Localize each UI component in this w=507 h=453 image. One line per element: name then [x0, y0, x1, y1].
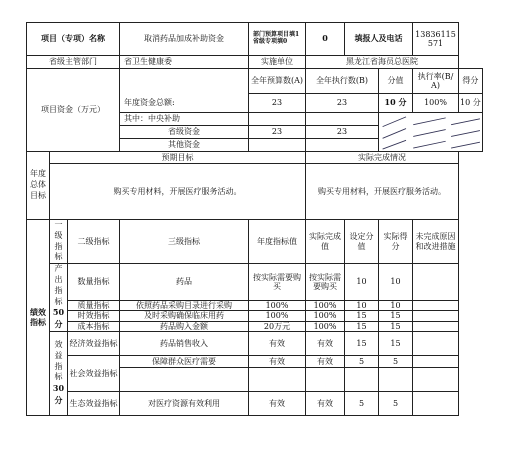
- funds-diagonal-hatch: [379, 113, 483, 152]
- perf-actual: 有效: [306, 355, 345, 367]
- funds-other-exec: [306, 139, 379, 152]
- goals-content-row: [27, 164, 483, 220]
- perf-reason: [413, 300, 459, 310]
- budget-code-value: 0: [306, 23, 345, 56]
- perf-level2: 时效指标: [68, 311, 120, 321]
- funds-exec-rate: 100%: [413, 94, 459, 113]
- funds-central-budget: [249, 113, 306, 126]
- funds-total-exec: 23: [306, 94, 379, 113]
- perf-actual: 按实际需要购买: [306, 264, 345, 301]
- funds-central-exec: [306, 113, 379, 126]
- funds-total-budget: 23: [249, 94, 306, 113]
- perf-annual: 按实际需要购买: [249, 264, 306, 301]
- funds-provincial-label: 省级资金: [120, 126, 249, 139]
- perf-level3: 对医疗资源有效利用: [120, 391, 249, 415]
- output-indicator-label: 产出指标: [54, 264, 63, 306]
- perf-got: 15: [379, 311, 413, 321]
- perf-annual: [249, 367, 306, 391]
- perf-level2: 成本指标: [68, 321, 120, 331]
- col-exec-rate: 执行率(B/A): [413, 69, 459, 94]
- perf-reason: [413, 355, 459, 367]
- perf-annual: 有效: [249, 355, 306, 367]
- perf-row: [27, 355, 483, 367]
- performance-evaluation-form: [26, 22, 483, 416]
- contact-phone: 13836115571: [413, 23, 459, 56]
- output-indicator-group: [50, 264, 68, 332]
- perf-row: [27, 331, 483, 355]
- perf-set: 5: [345, 391, 379, 415]
- perf-got: 10: [379, 264, 413, 301]
- perf-reason: [413, 321, 459, 331]
- perf-got: 5: [379, 391, 413, 415]
- perf-level2: 质量指标: [68, 300, 120, 310]
- goals-expected-text: 购买专用材料，开展医疗服务活动。: [50, 164, 306, 220]
- diagonal-lines-graphic: [379, 113, 482, 151]
- department-row: [27, 56, 483, 69]
- project-name-row: [27, 23, 483, 56]
- perf-reason: [413, 264, 459, 301]
- perf-got: 15: [379, 331, 413, 355]
- perf-annual: 有效: [249, 391, 306, 415]
- project-name-value: 取消药品加成补助资金: [120, 23, 249, 56]
- goals-actual-text: 购买专用材料，开展医疗服务活动。: [306, 164, 459, 220]
- perf-actual: 100%: [306, 321, 345, 331]
- effect-indicator-group: [50, 331, 68, 415]
- perf-set: 10: [345, 264, 379, 301]
- perf-h-level1: 一级指标: [50, 220, 68, 264]
- budget-code-label: 部门预算项目填1 省级专项填0: [249, 23, 306, 56]
- perf-h-level2: 二级指标: [68, 220, 120, 264]
- perf-level3: 药品: [120, 264, 249, 301]
- funds-score-value: 10 分: [379, 94, 413, 113]
- perf-set: 15: [345, 311, 379, 321]
- perf-annual: 100%: [249, 300, 306, 310]
- perf-level2: 社会效益指标: [68, 355, 120, 391]
- col-score-value: 分值: [379, 69, 413, 94]
- perf-actual: 100%: [306, 311, 345, 321]
- effect-indicator-label: 效益指标: [54, 340, 63, 382]
- funds-central-label: 其中：中央补助: [120, 113, 249, 126]
- perf-section-label: 绩效指标: [27, 220, 50, 416]
- perf-got: 15: [379, 321, 413, 331]
- perf-set: 15: [345, 331, 379, 355]
- perf-reason: [413, 331, 459, 355]
- perf-row: [27, 311, 483, 321]
- perf-got: 5: [379, 355, 413, 367]
- goals-actual-header: 实际完成情况: [306, 152, 459, 164]
- funds-other-label: 其他资金: [120, 139, 249, 152]
- perf-level3: 保障群众医疗需要: [120, 355, 249, 367]
- col-annual-exec: 全年执行数(B): [306, 69, 379, 94]
- impl-value: 黑龙江省海员总医院: [306, 56, 459, 69]
- perf-actual: 有效: [306, 331, 345, 355]
- project-name-label: 项目（专项）名称: [27, 23, 120, 56]
- perf-set: 5: [345, 355, 379, 367]
- goals-header-row: [27, 152, 483, 164]
- perf-actual: 100%: [306, 300, 345, 310]
- perf-got: 10: [379, 300, 413, 310]
- contact-label: 填报人及电话: [345, 23, 413, 56]
- perf-reason: [413, 391, 459, 415]
- perf-level3: [120, 367, 249, 391]
- perf-level3: 及时采购确保临床用药: [120, 311, 249, 321]
- funds-section-label: 项目资金（万元）: [27, 69, 120, 152]
- dept-value: 省卫生健康委: [120, 56, 249, 69]
- col-annual-budget: 全年预算数(A): [249, 69, 306, 94]
- evaluation-table: [26, 22, 483, 416]
- perf-level3: 依照药品采购目录进行采购: [120, 300, 249, 310]
- funds-provincial-exec: 23: [306, 126, 379, 139]
- funds-total-label: 年度资金总额:: [120, 94, 249, 113]
- perf-header-row: [27, 220, 483, 264]
- perf-got: [379, 367, 413, 391]
- goals-expected-header: 预期目标: [50, 152, 306, 164]
- perf-actual: 有效: [306, 391, 345, 415]
- effect-indicator-score: 30分: [52, 383, 65, 406]
- perf-h-reason: 未完成原因和改进措施: [413, 220, 459, 264]
- perf-h-actual: 实际完成值: [306, 220, 345, 264]
- impl-label: 实施单位: [249, 56, 306, 69]
- perf-set: 15: [345, 321, 379, 331]
- perf-reason: [413, 311, 459, 321]
- goals-section-label: 年度总体目标: [27, 152, 50, 220]
- perf-row: [27, 391, 483, 415]
- perf-annual: 20万元: [249, 321, 306, 331]
- perf-annual: 有效: [249, 331, 306, 355]
- perf-actual: [306, 367, 345, 391]
- perf-set: 10: [345, 300, 379, 310]
- perf-h-actual-score: 实际得分: [379, 220, 413, 264]
- dept-label: 省级主管部门: [27, 56, 120, 69]
- perf-h-annual: 年度指标值: [249, 220, 306, 264]
- perf-row: [27, 321, 483, 331]
- perf-h-level3: 三级指标: [120, 220, 249, 264]
- perf-reason: [413, 367, 459, 391]
- funds-header-row: [27, 69, 483, 94]
- perf-row: [27, 300, 483, 310]
- col-score: 得分: [459, 69, 483, 94]
- perf-annual: 100%: [249, 311, 306, 321]
- perf-level3: 药品购入金额: [120, 321, 249, 331]
- funds-other-budget: [249, 139, 306, 152]
- perf-level3: 药品销售收入: [120, 331, 249, 355]
- output-indicator-score: 50分: [52, 307, 65, 330]
- perf-set: [345, 367, 379, 391]
- perf-level2: 生态效益指标: [68, 391, 120, 415]
- perf-level2: 经济效益指标: [68, 331, 120, 355]
- funds-provincial-budget: 23: [249, 126, 306, 139]
- funds-score: 10 分: [459, 94, 483, 113]
- perf-h-set-score: 设定分值: [345, 220, 379, 264]
- perf-level2: 数量指标: [68, 264, 120, 301]
- perf-row: [27, 264, 483, 301]
